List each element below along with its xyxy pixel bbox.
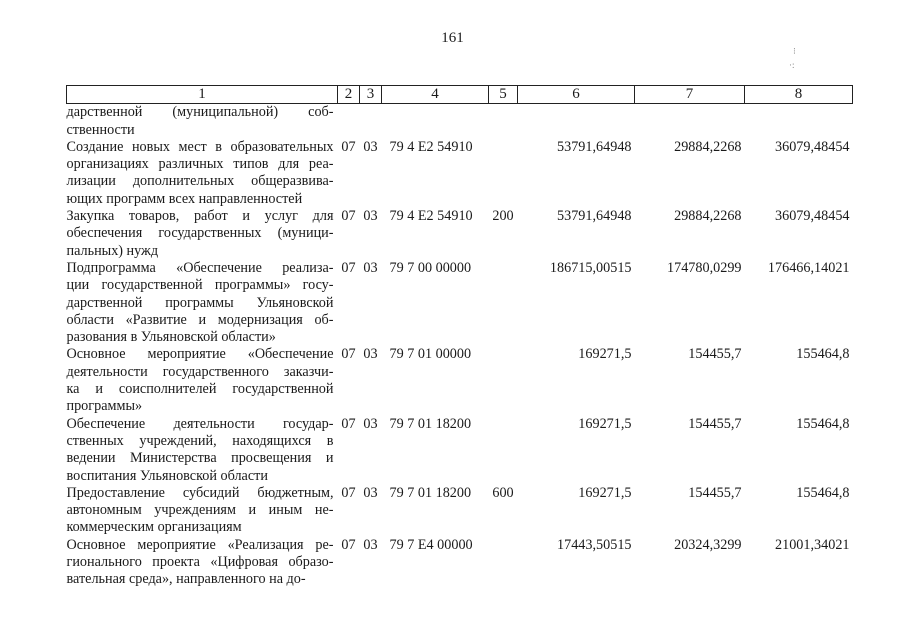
expense-type-code: 600 — [492, 484, 514, 501]
description-line: ющих программ всех направленностей — [66, 190, 303, 207]
page-number: 161 — [441, 30, 464, 46]
target-article-code: 79 4 E2 54910 — [389, 208, 473, 225]
amount-column-6: 17443,50515 — [557, 536, 632, 553]
scan-speck: ⁝ — [793, 46, 796, 56]
description-line: разования в Ульяновской области» — [66, 329, 276, 346]
description-line: Обеспечение деятельности государ- — [66, 415, 334, 432]
amount-column-7 — [635, 104, 745, 139]
target-article-code: 79 4 E2 54910 — [389, 138, 473, 155]
description-line: ведении Министерства просвещения и — [66, 450, 334, 467]
description-line: дарственной (муниципальной) соб- — [66, 104, 334, 121]
subsection-code — [360, 104, 382, 139]
description-line: ка и соисполнителей государственной — [66, 381, 334, 398]
description-line: Основное мероприятие «Обеспечение — [66, 346, 334, 363]
amount-column-7: 154455,7 — [688, 415, 742, 432]
expense-type-code — [489, 416, 518, 485]
amount-column-7: 29884,2268 — [674, 138, 742, 155]
description-line: Предоставление субсидий бюджетным, — [66, 484, 334, 501]
amount-column-8: 155464,8 — [796, 346, 850, 363]
row-description — [67, 537, 338, 589]
target-article-code: 79 7 01 18200 — [389, 415, 472, 432]
description-line: организациях различных типов для реа- — [66, 156, 334, 173]
amount-column-7: 154455,7 — [688, 346, 742, 363]
amount-column-7: 174780,0299 — [667, 259, 742, 276]
amount-column-8: 36079,48454 — [775, 208, 850, 225]
table-row — [67, 139, 853, 208]
table-row — [67, 260, 853, 346]
row-description — [67, 346, 338, 415]
column-header-2: 2 — [338, 86, 360, 104]
column-header-6: 6 — [518, 86, 635, 104]
amount-column-7: 29884,2268 — [674, 208, 742, 225]
subsection-code: 03 — [363, 259, 378, 276]
amount-column-6: 53791,64948 — [557, 208, 632, 225]
section-code: 07 — [341, 138, 356, 155]
amount-column-7: 20324,3299 — [674, 536, 742, 553]
column-header-4: 4 — [382, 86, 489, 104]
table-row — [67, 346, 853, 415]
scan-speck: ·: — [789, 60, 795, 70]
section-code: 07 — [341, 208, 356, 225]
description-line: области «Развитие и модернизация об- — [66, 311, 334, 328]
row-description — [67, 260, 338, 346]
description-line: Создание новых мест в образовательных — [66, 138, 334, 155]
description-line: пальных) нужд — [66, 242, 159, 259]
description-line: лизации дополнительных общеразвива- — [66, 173, 334, 190]
section-code: 07 — [341, 484, 356, 501]
column-header-3: 3 — [360, 86, 382, 104]
subsection-code: 03 — [363, 138, 378, 155]
expense-type-code — [489, 346, 518, 415]
description-line: программы» — [66, 398, 143, 415]
amount-column-8: 36079,48454 — [775, 138, 850, 155]
table-row — [67, 485, 853, 537]
row-description — [67, 485, 338, 537]
description-line: ственности — [66, 121, 135, 138]
column-header-7: 7 — [635, 86, 745, 104]
amount-column-8 — [745, 104, 853, 139]
target-article-code — [382, 104, 489, 139]
expense-type-code — [489, 537, 518, 589]
row-description — [67, 416, 338, 485]
row-description — [67, 104, 338, 139]
description-line: автономным учреждениям и иным не- — [66, 502, 334, 519]
row-description — [67, 139, 338, 208]
description-line: Основное мероприятие «Реализация ре- — [66, 536, 334, 553]
amount-column-8: 155464,8 — [796, 415, 850, 432]
table-row — [67, 537, 853, 589]
amount-column-6: 169271,5 — [578, 346, 632, 363]
subsection-code: 03 — [363, 536, 378, 553]
table-row — [67, 208, 853, 260]
header-row — [67, 86, 853, 104]
section-code: 07 — [341, 536, 356, 553]
section-code: 07 — [341, 259, 356, 276]
amount-column-8: 155464,8 — [796, 484, 850, 501]
amount-column-6: 53791,64948 — [557, 138, 632, 155]
description-line: ственных учреждений, находящихся в — [66, 432, 334, 449]
expense-type-code — [489, 260, 518, 346]
column-header-5: 5 — [489, 86, 518, 104]
subsection-code: 03 — [363, 208, 378, 225]
amount-column-6: 186715,00515 — [549, 259, 632, 276]
table-row — [67, 104, 853, 139]
description-line: Подпрограмма «Обеспечение реализа- — [66, 259, 334, 276]
subsection-code: 03 — [363, 484, 378, 501]
budget-table — [66, 85, 853, 589]
section-code: 07 — [341, 346, 356, 363]
subsection-code: 03 — [363, 346, 378, 363]
section-code — [338, 104, 360, 139]
table-row — [67, 416, 853, 485]
description-line: дарственной программы Ульяновской — [66, 294, 334, 311]
expense-type-code — [489, 104, 518, 139]
column-header-1: 1 — [67, 86, 338, 104]
amount-column-6 — [518, 104, 635, 139]
amount-column-7: 154455,7 — [688, 484, 742, 501]
target-article-code: 79 7 00 00000 — [389, 259, 472, 276]
description-line: вательная среда», направленного на до- — [66, 571, 306, 588]
description-line: коммерческим организациям — [66, 519, 242, 536]
amount-column-6: 169271,5 — [578, 415, 632, 432]
section-code: 07 — [341, 415, 356, 432]
description-line: обеспечения государственных (муници- — [66, 225, 334, 242]
column-header-8: 8 — [745, 86, 853, 104]
description-line: ции государственной программы» госу- — [66, 277, 334, 294]
row-description — [67, 208, 338, 260]
target-article-code: 79 7 E4 00000 — [389, 536, 473, 553]
description-line: деятельности государственного заказчи- — [66, 363, 334, 380]
subsection-code: 03 — [363, 415, 378, 432]
description-line: воспитания Ульяновской области — [66, 467, 268, 484]
amount-column-8: 21001,34021 — [775, 536, 850, 553]
amount-column-8: 176466,14021 — [767, 259, 850, 276]
expense-type-code — [489, 139, 518, 208]
amount-column-6: 169271,5 — [578, 484, 632, 501]
expense-type-code: 200 — [492, 208, 514, 225]
description-line: гионального проекта «Цифровая образо- — [66, 554, 334, 571]
target-article-code: 79 7 01 18200 — [389, 484, 472, 501]
target-article-code: 79 7 01 00000 — [389, 346, 472, 363]
description-line: Закупка товаров, работ и услуг для — [66, 208, 334, 225]
